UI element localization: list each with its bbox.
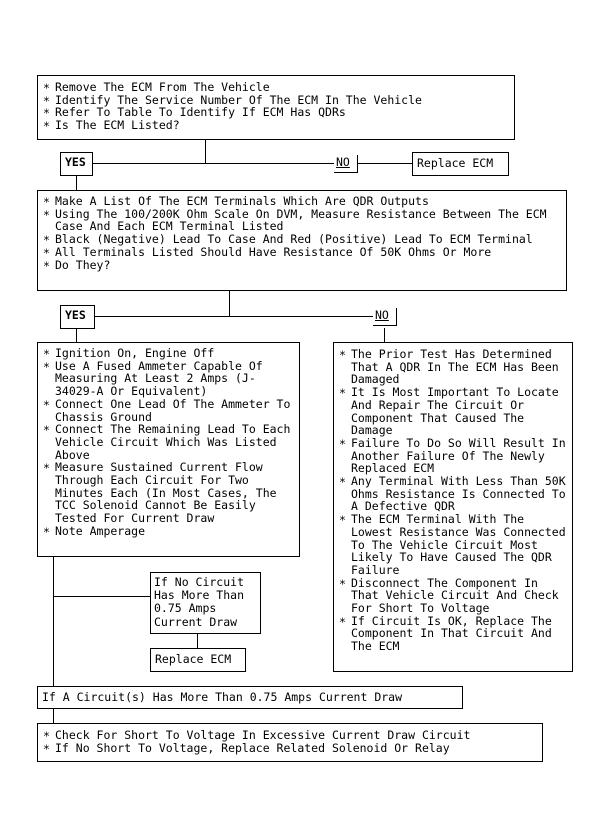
connector (357, 163, 414, 164)
step-text: * Use A Fused Ammeter Capable Of Measuring At Least 2 Amps (J-34029-A Or Equivalent) (40, 360, 297, 398)
step-text: * Remove The ECM From The Vehicle (40, 81, 510, 94)
step-text: * Is The ECM Listed? (40, 119, 510, 132)
step-text: * All Terminals Listed Should Have Resistance Of 50K Ohms Or More (40, 246, 564, 259)
step-remove-ecm-box (37, 75, 515, 140)
step-text: * If Circuit Is OK, Replace The Component In That Circuit And The ECM (336, 615, 570, 653)
step-current-draw-box (37, 342, 300, 557)
connector (384, 328, 385, 342)
damaged-qdr-info-box (333, 342, 573, 672)
connector (53, 557, 54, 686)
step-text: * Connect The Remaining Lead To Each Vehicle Circuit Which Was Listed Above (40, 423, 297, 461)
step-text: * Ignition On, Engine Off (40, 347, 297, 360)
no-circuit-over-box: If No Circuit Has More Than 0.75 Amps Current Draw (150, 572, 261, 634)
connector (92, 163, 336, 164)
connector (205, 140, 206, 163)
step-text: * Failure To Do So Will Result In Another Failure Of The Newly Replaced ECM (336, 437, 570, 475)
step-text: * Check For Short To Voltage In Excessive Current Draw Circuit (40, 729, 540, 742)
replace-ecm-box: Replace ECM (412, 152, 509, 176)
step-text: * Black (Negative) Lead To Case And Red (Positive) Lead To ECM Terminal (40, 233, 564, 246)
step-text: * Do They? (40, 259, 564, 272)
step-text: * Connect One Lead Of The Ammeter To Chassis Ground (40, 398, 297, 423)
no-label: NO (373, 308, 397, 326)
final-check-box (37, 723, 543, 762)
step-text: * Any Terminal With Less Than 50K Ohms Resistance Is Connected To A Defective QDR (336, 475, 570, 513)
replace-ecm-box-2: Replace ECM (150, 648, 246, 672)
step-text: * Refer To Table To Identify If ECM Has QDRs (40, 106, 510, 119)
connector (53, 709, 54, 723)
connector (76, 328, 77, 342)
step-text: * Using The 100/200K Ohm Scale On DVM, Measure Resistance Between The ECM Case And Each ECM Terminal Listed (40, 208, 564, 233)
step-text: * Measure Sustained Current Flow Through Each Circuit For Two Minutes Each (In Most Cases, The TCC Solenoid Cannot Be Easily Tested For Current Draw (40, 461, 297, 525)
yes-label: YES (60, 305, 95, 329)
step-qdr-resistance-box (37, 190, 567, 291)
connector (197, 634, 198, 648)
circuit-over-box: If A Circuit(s) Has More Than 0.75 Amps Current Draw (37, 686, 463, 709)
step-text: * The ECM Terminal With The Lowest Resistance Was Connected To The Vehicle Circuit Most Likely To Have Caused The QDR Failure (336, 513, 570, 577)
step-text: * Make A List Of The ECM Terminals Which Are QDR Outputs (40, 195, 564, 208)
no-label: NO (334, 155, 358, 173)
step-text: * Disconnect The Component In That Vehicle Circuit And Check For Short To Voltage (336, 577, 570, 615)
yes-label: YES (60, 152, 93, 176)
connector (76, 176, 77, 190)
step-text: * It Is Most Important To Locate And Repair The Circuit Or Component That Caused The Damage (336, 386, 570, 437)
step-text: * Identify The Service Number Of The ECM In The Vehicle (40, 94, 510, 107)
step-text: * Note Amperage (40, 525, 297, 538)
step-text: * If No Short To Voltage, Replace Related Solenoid Or Relay (40, 742, 540, 755)
step-text: * The Prior Test Has Determined That A QDR In The ECM Has Been Damaged (336, 348, 570, 386)
connector (229, 291, 230, 316)
connector (53, 596, 150, 597)
connector (94, 316, 374, 317)
